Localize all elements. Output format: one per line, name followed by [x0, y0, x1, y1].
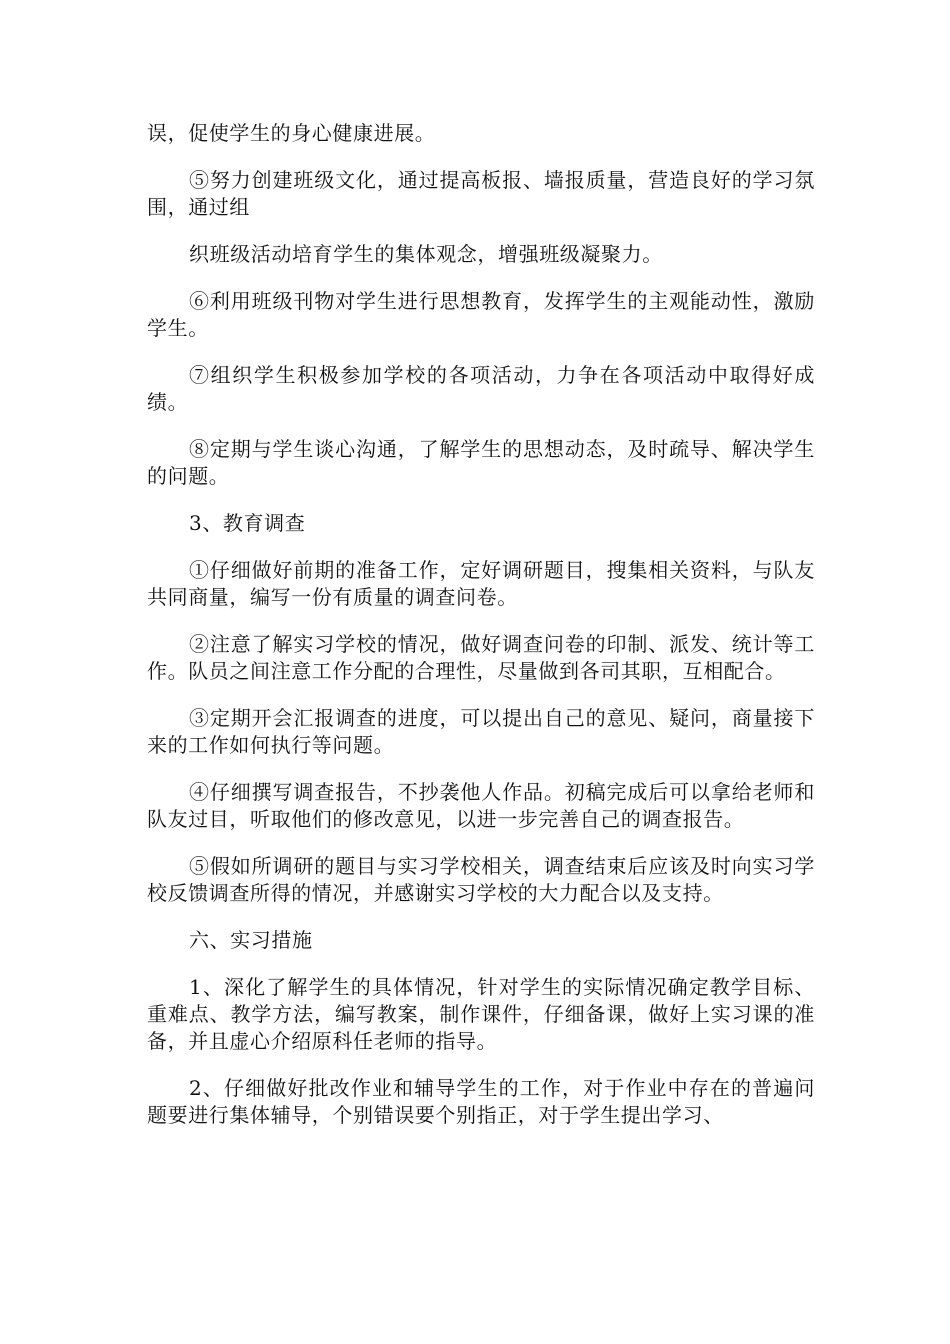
paragraph-class-publication: ⑥利用班级刊物对学生进行思想教育，发挥学生的主观能动性，激励学生。: [147, 289, 815, 340]
paragraph-continuation: 误，促使学生的身心健康进展。: [147, 121, 436, 145]
paragraph-survey-preparation: ①仔细做好前期的准备工作，定好调研题目，搜集相关资料，与队友共同商量，编写一份有质量的调查问卷。: [147, 558, 815, 609]
paragraph-class-culture: ⑤努力创建班级文化，通过提高板报、墙报质量，营造良好的学习氛围，通过组: [147, 168, 815, 219]
paragraph-survey-feedback: ⑤假如所调研的题目与实习学校相关，调查结束后应该及时向实习学校反馈调查所得的情况，并感谢实习学校的大力配合以及支持。: [147, 854, 815, 905]
paragraph-survey-report: ④仔细撰写调查报告，不抄袭他人作品。初稿完成后可以拿给老师和队友过目，听取他们的修改意见，以进一步完善自己的调查报告。: [147, 780, 815, 831]
section-heading-internship-measures: 六、实习措施: [189, 928, 313, 952]
section-heading-education-survey: 3、教育调查: [189, 511, 306, 535]
paragraph-student-talks: ⑧定期与学生谈心沟通，了解学生的思想动态，及时疏导、解决学生的问题。: [147, 437, 815, 488]
paragraph-survey-distribution: ②注意了解实习学校的情况，做好调查问卷的印制、派发、统计等工作。队员之间注意工作分配的合理性，尽量做到各司其职，互相配合。: [147, 632, 815, 683]
paragraph-measure-2: 2、仔细做好批改作业和辅导学生的工作，对于作业中存在的普遍问题要进行集体辅导，个别错误要个别指正，对于学生提出学习、: [147, 1076, 815, 1127]
paragraph-survey-meetings: ③定期开会汇报调查的进度，可以提出自己的意见、疑问，商量接下来的工作如何执行等问题。: [147, 706, 815, 757]
paragraph-school-activities: ⑦组织学生积极参加学校的各项活动，力争在各项活动中取得好成绩。: [147, 363, 815, 414]
paragraph-measure-1: 1、深化了解学生的具体情况，针对学生的实际情况确定教学目标、重难点、教学方法，编写教案，制作课件，仔细备课，做好上实习课的准备，并且虚心介绍原科任老师的指导。: [147, 975, 815, 1053]
document-body: [147, 120, 815, 1149]
paragraph-class-activities: 织班级活动培育学生的集体观念，增强班级凝聚力。: [189, 242, 663, 266]
